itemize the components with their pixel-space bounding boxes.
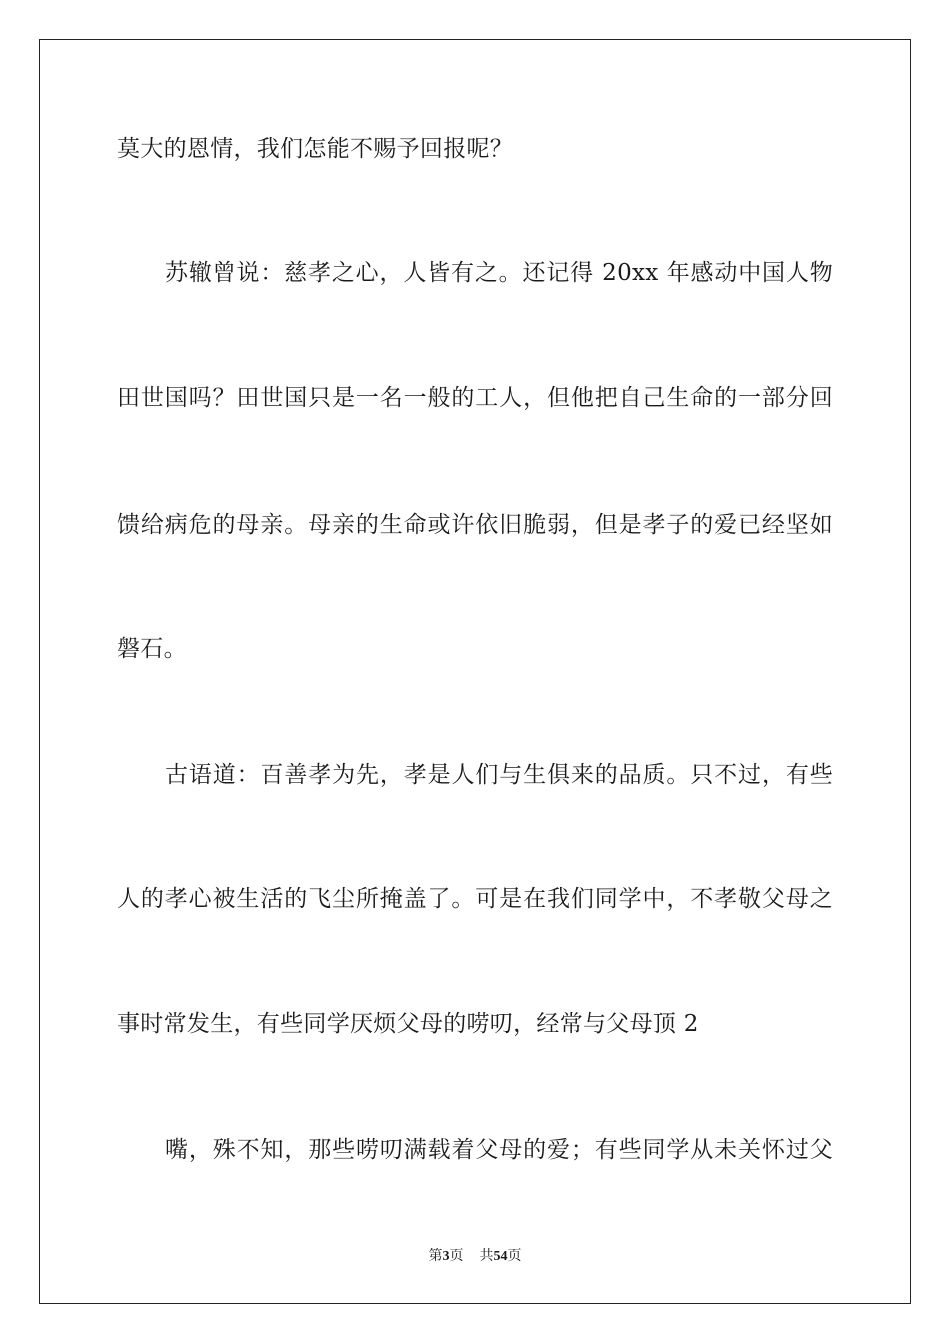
text-line-4: 馈给病危的母亲。母亲的生命或许依旧脆弱，但是孝子的爱已经坚如 [117,512,833,538]
text-line-3: 田世国吗？田世国只是一名一般的工人，但他把自己生命的一部分回 [117,385,833,411]
text-line-9: 嘴，殊不知，那些唠叨满载着父母的爱；有些同学从未关怀过父 [165,1137,833,1163]
text-line-5: 磐石。 [117,636,187,662]
text-line-8: 事时常发生，有些同学厌烦父母的唠叨，经常与父母顶 2 [117,1011,699,1037]
text-line-6: 古语道：百善孝为先，孝是人们与生俱来的品质。只不过，有些 [165,762,833,788]
page-number: 3 [442,1249,450,1264]
text-line-1: 莫大的恩情，我们怎能不赐予回报呢？ [117,136,514,162]
page-footer [0,1247,950,1267]
page-prefix: 第 [428,1249,443,1264]
page-suffix: 页 [449,1249,464,1264]
total-suffix: 页 [507,1249,522,1264]
total-prefix: 共 [479,1249,494,1264]
page-border [39,39,911,1304]
total-pages: 54 [493,1249,508,1264]
text-line-7: 人的孝心被生活的飞尘所掩盖了。可是在我们同学中，不孝敬父母之 [117,886,833,912]
text-line-2: 苏辙曾说：慈孝之心，人皆有之。还记得 20xx 年感动中国人物 [165,260,833,286]
